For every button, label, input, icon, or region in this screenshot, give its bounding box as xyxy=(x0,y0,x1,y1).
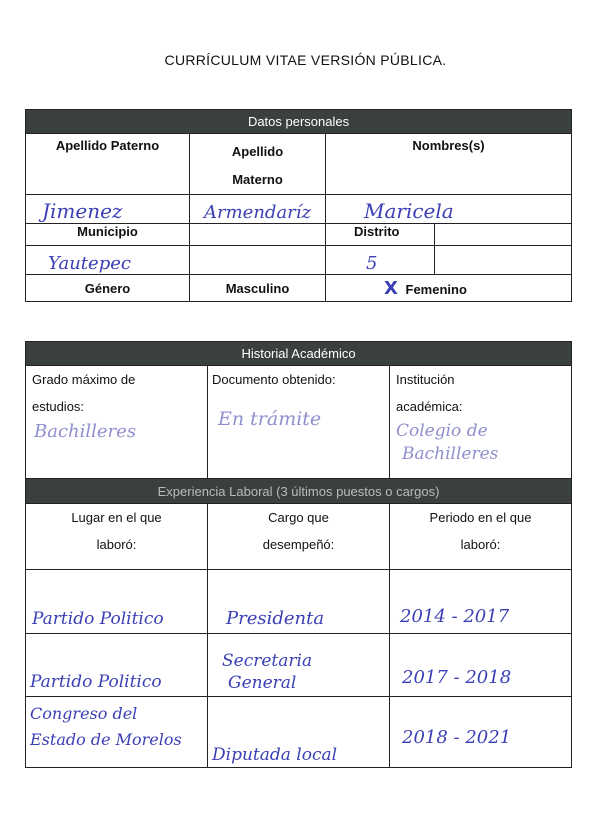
row1-lugar: Partido Politico xyxy=(26,570,208,634)
row1-cargo: Presidenta xyxy=(208,570,390,634)
institucion-value-1: Colegio de xyxy=(396,421,488,441)
academic-table xyxy=(25,341,572,768)
institucion-label-2: académica: xyxy=(396,399,463,414)
col-lugar-header: Lugar en el que laboró: xyxy=(26,504,208,570)
genero-label: Género xyxy=(26,275,190,302)
row3-periodo: 2018 - 2021 xyxy=(390,697,572,768)
apellido-materno-value: Armendaríz xyxy=(190,195,326,224)
table-row xyxy=(26,697,572,768)
masculino-label: Masculino xyxy=(190,275,326,302)
table-row xyxy=(26,634,572,697)
row2-cargo: Secretaria General xyxy=(208,634,390,697)
page-title: CURRÍCULUM VITAE VERSIÓN PÚBLICA. xyxy=(164,52,447,68)
institucion-value-2: Bachilleres xyxy=(402,444,499,464)
personal-data-table xyxy=(25,109,572,302)
nombres-value: Maricela xyxy=(326,195,572,224)
distrito-extra-cell xyxy=(435,224,572,246)
grado-label-2: estudios: xyxy=(32,399,85,414)
row2-periodo: 2017 - 2018 xyxy=(390,634,572,697)
apellido-paterno-value: Jimenez xyxy=(26,195,190,224)
personal-header: Datos personales xyxy=(26,110,572,134)
row3-lugar: Congreso del Estado de Morelos xyxy=(26,697,208,768)
row1-periodo: 2014 - 2017 xyxy=(390,570,572,634)
col-cargo-header: Cargo que desempeñó: xyxy=(208,504,390,570)
institucion-cell xyxy=(390,366,572,479)
apellido-paterno-label: Apellido Paterno xyxy=(26,134,190,195)
nombres-label: Nombres(s) xyxy=(326,134,572,195)
apellido-materno-label: Apellido Materno xyxy=(190,134,326,195)
col-periodo-header: Periodo en el que laboró: xyxy=(390,504,572,570)
row3-cargo: Diputada local xyxy=(208,697,390,768)
municipio-extra-cell xyxy=(190,224,326,246)
distrito-value: 5 xyxy=(326,246,435,275)
documento-label: Documento obtenido: xyxy=(212,372,336,387)
femenino-check-mark: X xyxy=(384,277,398,299)
academic-header: Historial Académico xyxy=(26,342,572,366)
row2-lugar: Partido Politico xyxy=(26,634,208,697)
table-row xyxy=(26,570,572,634)
femenino-label: Femenino xyxy=(405,281,467,297)
municipio-label: Municipio xyxy=(26,224,190,246)
documento-value: En trámite xyxy=(218,408,322,430)
documento-cell xyxy=(208,366,390,479)
experience-header: Experiencia Laboral (3 últimos puestos o cargos) xyxy=(26,479,572,504)
femenino-option xyxy=(326,275,572,302)
grado-value: Bachilleres xyxy=(34,421,137,442)
municipio-value-extra xyxy=(190,246,326,275)
grado-cell xyxy=(26,366,208,479)
institucion-label-1: Institución xyxy=(396,372,455,387)
grado-label: Grado máximo de xyxy=(32,372,136,387)
distrito-label: Distrito xyxy=(326,224,435,246)
municipio-value: Yautepec xyxy=(26,246,190,275)
distrito-value-extra xyxy=(435,246,572,275)
